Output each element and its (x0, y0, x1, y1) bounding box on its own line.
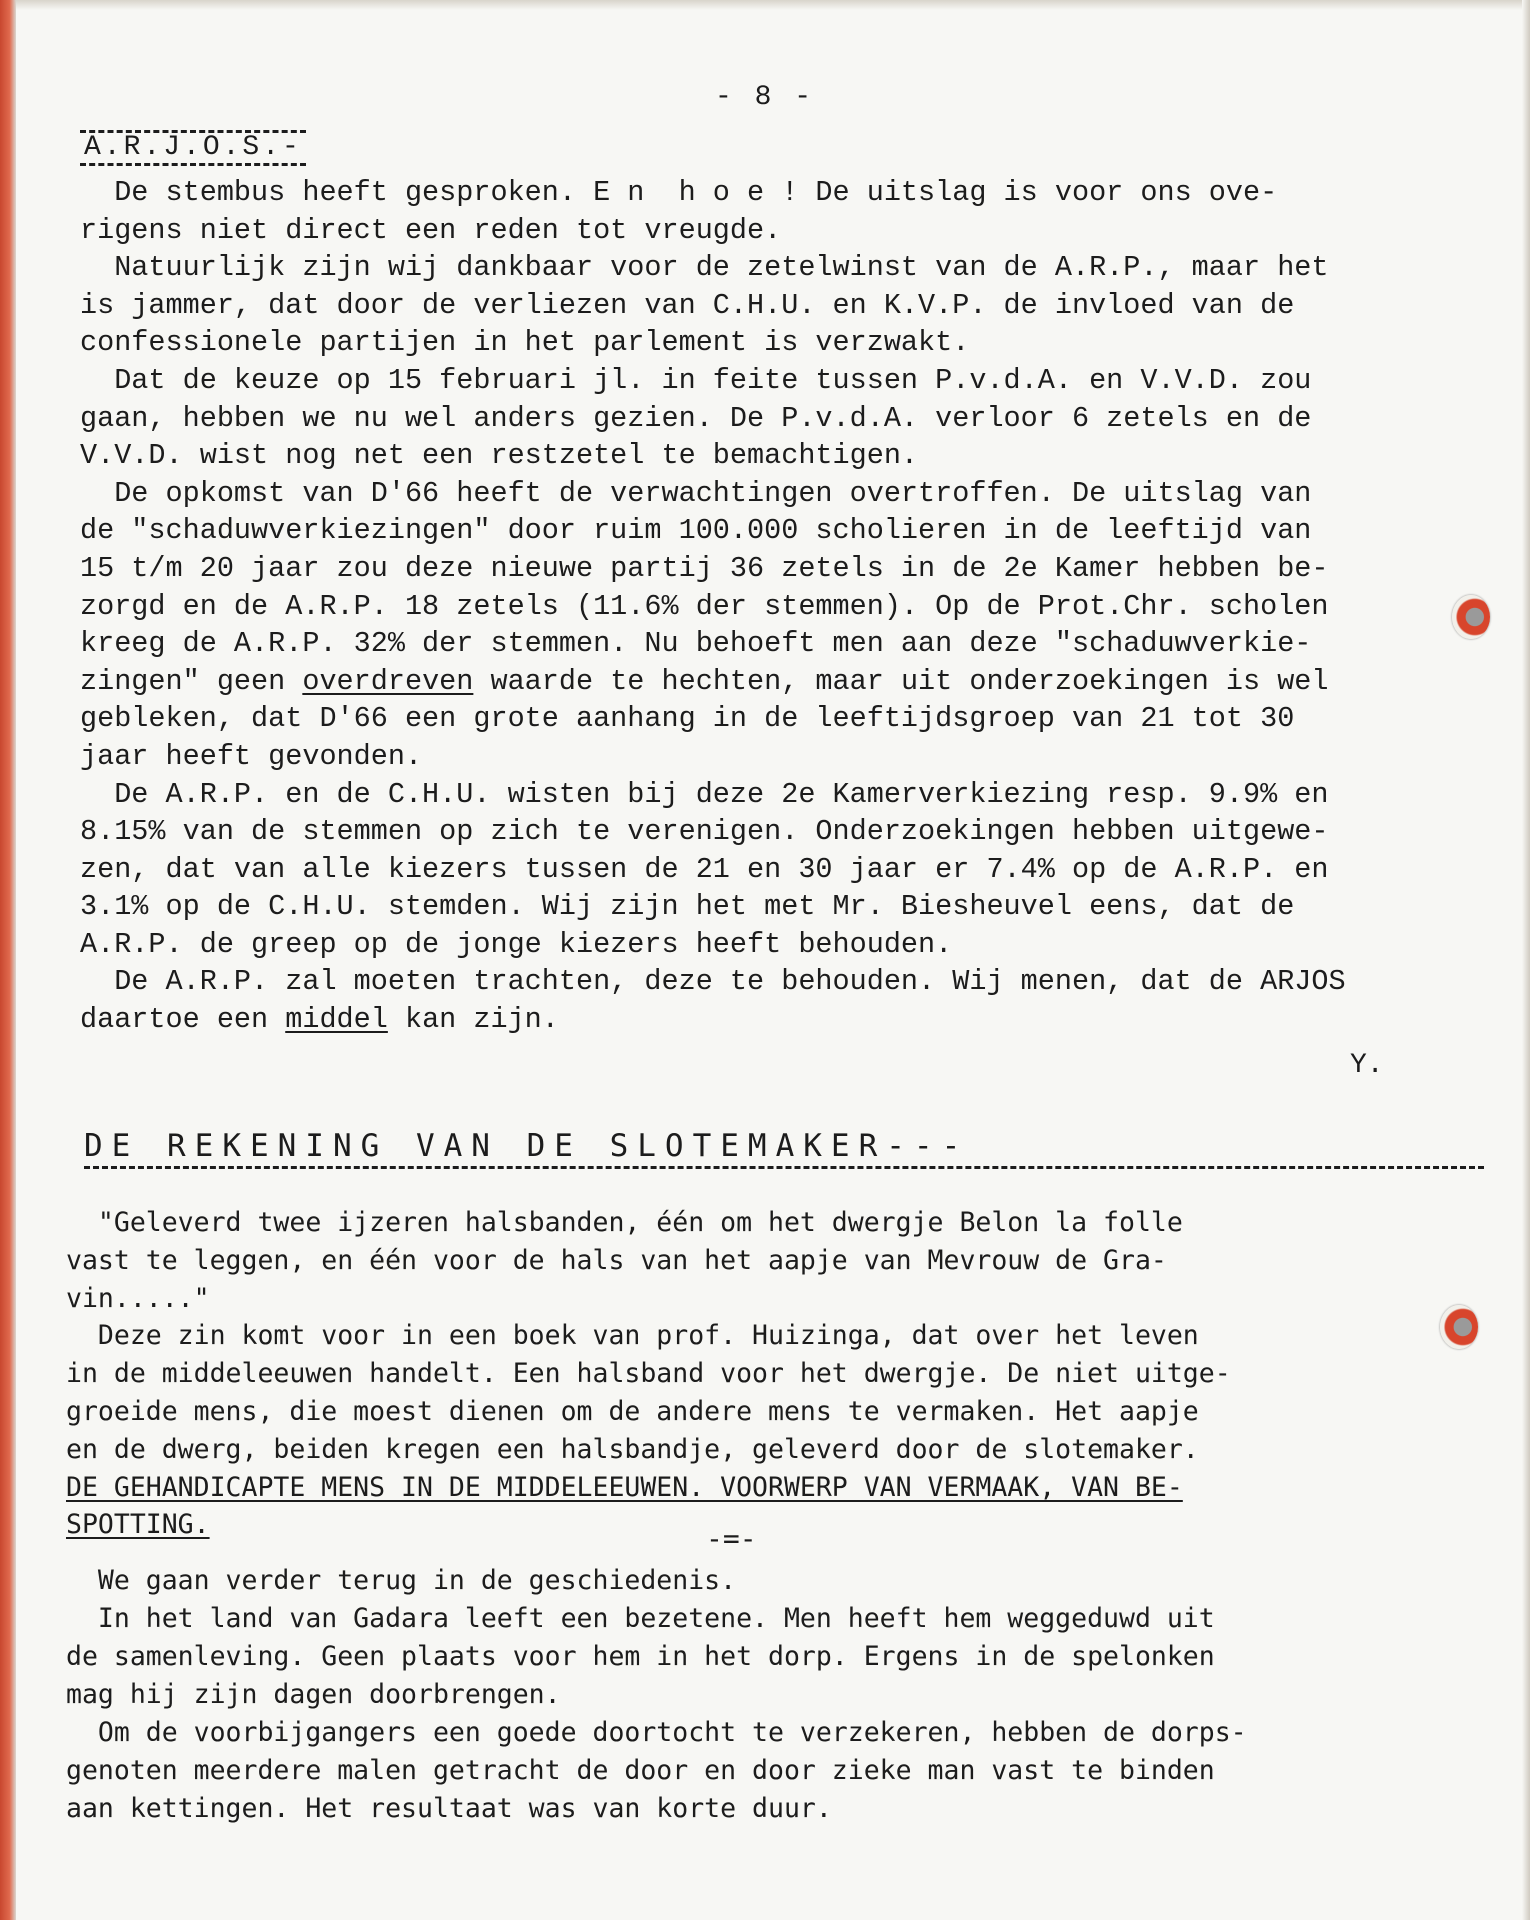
arjos-line: De A.R.P. en de C.H.U. wisten bij deze 2e Kamerverkiezing resp. 9.9% en (80, 777, 1329, 811)
arjos-line: rigens niet direct een reden tot vreugde. (80, 213, 782, 247)
section-divider: -=- (706, 1522, 757, 1555)
underlined-word-middel: middel (285, 1003, 388, 1037)
arjos-line-start: daartoe een (80, 1003, 286, 1037)
arjos-line: De A.R.P. zal moeten trachten, deze te behouden. Wij menen, dat de ARJOS (80, 965, 1346, 999)
arjos-line: V.V.D. wist nog net een restzetel te bemachtigen. (80, 439, 919, 473)
slotemaker-line: In het land van Gadara leeft een bezetene. Men heeft hem weggeduwd uit (66, 1603, 1215, 1634)
slotemaker-line: en de dwerg, beiden kregen een halsbandje, geleverd door de slotemaker. (66, 1433, 1199, 1465)
arjos-line: de "schaduwverkiezingen" door ruim 100.000 scholieren in de leeftijd van (80, 514, 1312, 548)
arjos-section (80, 128, 1460, 1039)
page-number: - 8 - (715, 82, 815, 113)
arjos-line-end: kan zijn. (387, 1003, 559, 1037)
arjos-line-with-underline (80, 663, 1460, 701)
arjos-line: Natuurlijk zijn wij dankbaar voor de zetelwinst van de A.R.P., maar het (80, 251, 1329, 285)
signature: Y. (1350, 1050, 1384, 1081)
arjos-line: De opkomst van D'66 heeft de verwachtingen overtroffen. De uitslag van (80, 476, 1312, 510)
arjos-line: 8.15% van de stemmen op zich te verenigen. Onderzoekingen hebben uitgewe- (80, 815, 1329, 849)
arjos-line: zorgd en de A.R.P. 18 zetels (11.6% der stemmen). Op de Prot.Chr. scholen (80, 589, 1329, 623)
arjos-line: A.R.P. de greep op de jonge kiezers heeft behouden. (80, 927, 953, 961)
slotemaker-line: "Geleverd twee ijzeren halsbanden, één om het dwergje Belon la folle (66, 1207, 1183, 1238)
arjos-line: Dat de keuze op 15 februari jl. in feite tussen P.v.d.A. en V.V.D. zou (80, 363, 1312, 397)
slotemaker-caps-line: SPOTTING. (66, 1509, 210, 1541)
arjos-line: 3.1% op de C.H.U. stemden. Wij zijn het met Mr. Biesheuvel eens, dat de (80, 890, 1295, 924)
slotemaker-line: in de middeleeuwen handelt. Een halsband voor het dwergje. De niet uitge- (66, 1358, 1231, 1390)
slotemaker-continued (66, 1562, 1466, 1828)
arjos-line: kreeg de A.R.P. 32% der stemmen. Nu behoeft men aan deze "schaduwverkie- (80, 627, 1312, 661)
arjos-line: De stembus heeft gesproken. E n h o e ! De uitslag is voor ons ove- (80, 176, 1278, 209)
arjos-line: gebleken, dat D'66 een grote aanhang in de leeftijdsgroep van 21 tot 30 (80, 702, 1295, 736)
slotemaker-line: groeide mens, die moest dienen om de andere mens te vermaken. Het aapje (66, 1395, 1199, 1427)
arjos-heading: A.R.J.O.S.- (80, 130, 306, 166)
arjos-line-end: waarde te hechten, maar uit onderzoekingen is wel (473, 664, 1329, 698)
slotemaker-section (66, 1204, 1466, 1544)
slotemaker-line: Deze zin komt voor in een boek van prof. Huizinga, dat over het leven (66, 1320, 1199, 1352)
arjos-line: zen, dat van alle kiezers tussen de 21 en 30 jaar er 7.4% op de A.R.P. en (80, 852, 1329, 886)
slotemaker-line: We gaan verder terug in de geschiedenis. (66, 1565, 737, 1596)
slotemaker-line: Om de voorbijgangers een goede doortocht te verzekeren, hebben de dorps- (66, 1717, 1247, 1748)
arjos-line: confessionele partijen in het parlement is verzwakt. (80, 326, 970, 360)
slotemaker-line: genoten meerdere malen getracht de door en door zieke man vast te binden (66, 1755, 1215, 1786)
arjos-line: 15 t/m 20 jaar zou deze nieuwe partij 36 zetels in de 2e Kamer hebben be- (80, 551, 1329, 585)
slotemaker-line: vin....." (66, 1282, 210, 1314)
underlined-word-overdreven: overdreven (302, 664, 474, 698)
slotemaker-heading: DE REKENING VAN DE SLOTEMAKER--- (84, 1128, 1484, 1169)
arjos-line-with-underline (80, 1001, 1460, 1039)
slotemaker-line: mag hij zijn dagen doorbrengen. (66, 1679, 561, 1710)
arjos-line-start: zingen" geen (80, 664, 303, 698)
slotemaker-line: aan kettingen. Het resultaat was van korte duur. (66, 1793, 832, 1824)
arjos-line: jaar heeft gevonden. (80, 739, 423, 773)
slotemaker-caps-line: DE GEHANDICAPTE MENS IN DE MIDDELEEUWEN. VOORWERP VAN VERMAAK, VAN BE- (66, 1471, 1183, 1503)
slotemaker-line: de samenleving. Geen plaats voor hem in het dorp. Ergens in de spelonken (66, 1641, 1215, 1672)
arjos-line: is jammer, dat door de verliezen van C.H.U. en K.V.P. de invloed van de (80, 288, 1295, 322)
arjos-line: gaan, hebben we nu wel anders gezien. De P.v.d.A. verloor 6 zetels en de (80, 401, 1312, 435)
slotemaker-line: vast te leggen, en één voor de hals van het aapje van Mevrouw de Gra- (66, 1244, 1167, 1276)
